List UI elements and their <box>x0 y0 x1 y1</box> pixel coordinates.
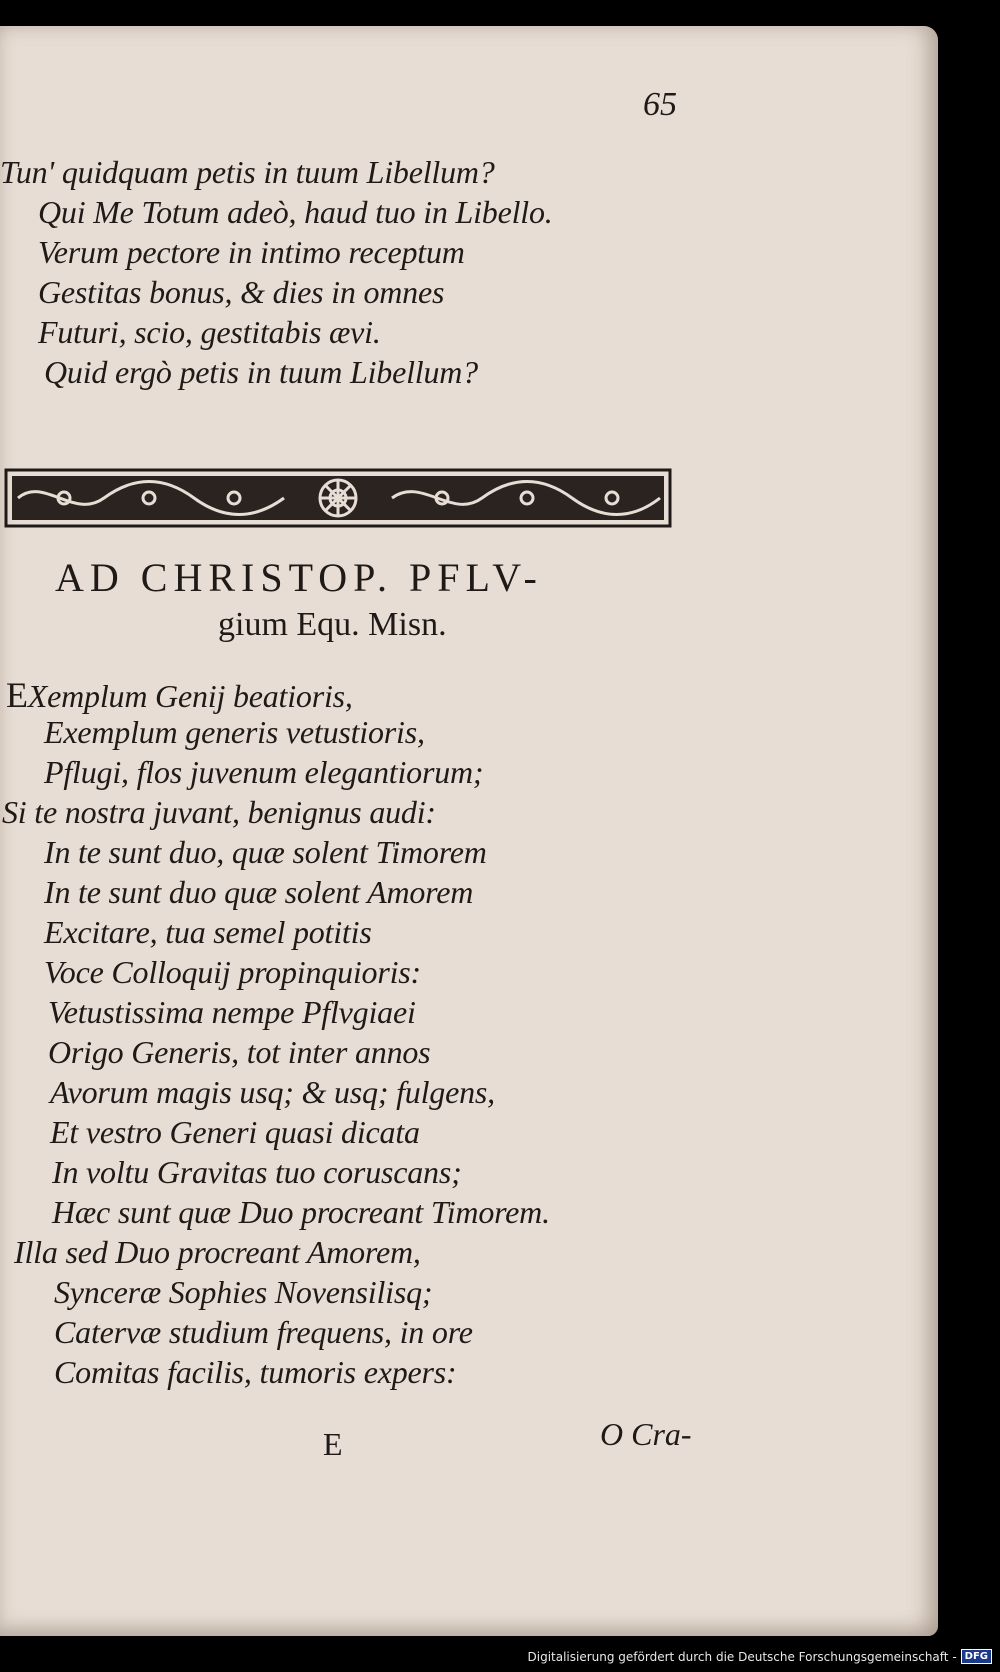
poem-line: Qui Me Totum adeò, haud tuo in Libello. <box>38 194 553 230</box>
poem-first-line <box>6 674 353 716</box>
poem-line: Catervæ studium frequens, in ore <box>54 1314 473 1350</box>
drop-cap: E <box>6 675 28 715</box>
poem-line: In te sunt duo quæ solent Amorem <box>44 874 474 910</box>
signature-mark: E <box>323 1426 343 1462</box>
poem-line: Exemplum generis vetustioris, <box>44 714 425 750</box>
poem-line: Hæc sunt quæ Duo procreant Timorem. <box>52 1194 550 1230</box>
poem-heading: AD CHRISTOP. PFLV- <box>55 555 543 600</box>
poem-line: In te sunt duo, quæ solent Timorem <box>44 834 487 870</box>
poem-line: Et vestro Generi quasi dicata <box>50 1114 420 1150</box>
catchword: O Cra- <box>600 1416 692 1452</box>
poem-line: Synceræ Sophies Novensilisq; <box>54 1274 433 1310</box>
footer-text: Digitalisierung gefördert durch die Deutsche Forschungsgemeinschaft - <box>527 1649 957 1664</box>
poem-line: Avorum magis usq; & usq; fulgens, <box>50 1074 495 1110</box>
poem-line: Illa sed Duo procreant Amorem, <box>14 1234 421 1270</box>
poem-line: Voce Colloquij propinquioris: <box>44 954 422 990</box>
ornament-band-icon <box>4 466 672 530</box>
poem-line: Pflugi, flos juvenum elegantiorum; <box>44 754 484 790</box>
poem-line: Comitas facilis, tumoris expers: <box>54 1354 457 1390</box>
poem-line-text: Xemplum Genij beatioris, <box>27 678 353 714</box>
poem-line: Origo Generis, tot inter annos <box>48 1034 431 1070</box>
book-page <box>0 26 938 1636</box>
poem-line: Gestitas bonus, & dies in omnes <box>38 274 445 310</box>
poem-line: Si te nostra juvant, benignus audi: <box>2 794 436 830</box>
footer-credit <box>528 1649 993 1664</box>
poem-line: In voltu Gravitas tuo coruscans; <box>52 1154 462 1190</box>
poem-line: Excitare, tua semel potitis <box>44 914 372 950</box>
poem-line: Tun' quidquam petis in tuum Libellum? <box>0 154 495 190</box>
poem-line: Vetustissima nempe Pflvgiaei <box>48 994 416 1030</box>
poem-line: Quid ergò petis in tuum Libellum? <box>44 354 478 390</box>
dfg-logo-icon: DFG <box>961 1649 992 1664</box>
poem-line: Futuri, scio, gestitabis ævi. <box>38 314 381 350</box>
page-number: 65 <box>643 86 677 123</box>
poem-subheading: gium Equ. Misn. <box>218 606 447 643</box>
poem-line: Verum pectore in intimo receptum <box>38 234 465 270</box>
